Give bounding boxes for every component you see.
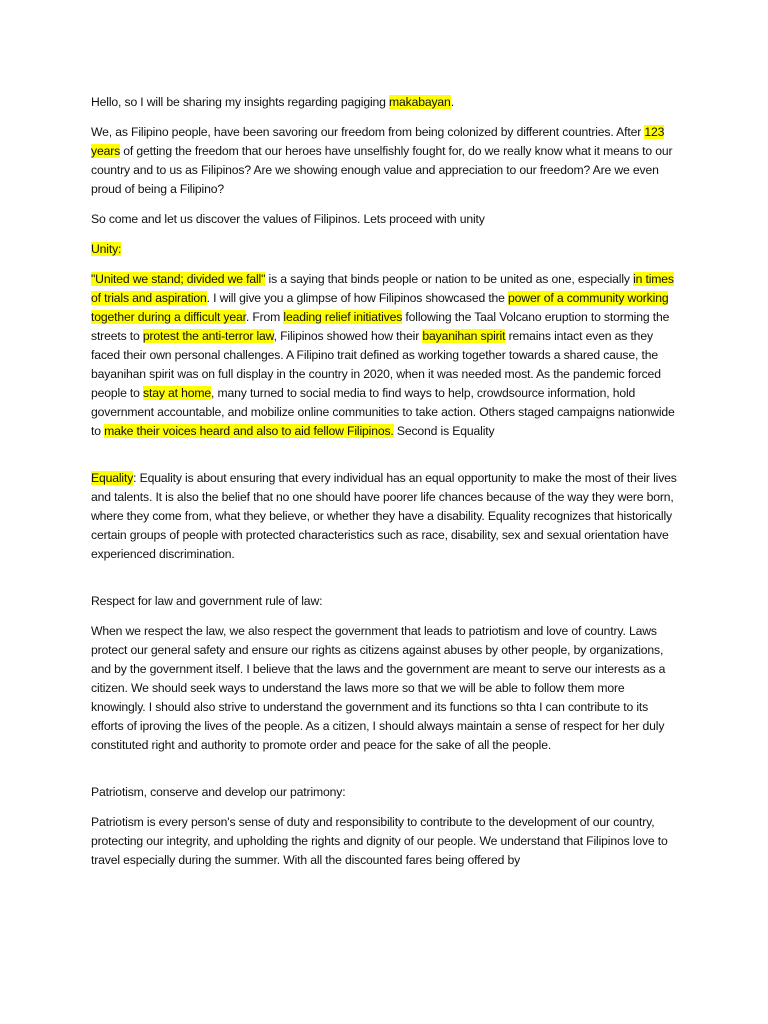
text-run: . xyxy=(450,95,454,109)
highlight-trials: in times of trials and aspiration xyxy=(91,272,674,305)
text-run: : Equality is about ensuring that every individual has an equal opportunity to make the most of their lives and talents. It is also the belief that no one should have poorer life chances because of the way they were born, where they come from, what they believe, or whether they have a disability. Equality recognizes that historically certain groups of people with protected characteristics such as race, disability, sex and sexual orientation have experienced discrimination. xyxy=(91,471,677,561)
text-run: . From xyxy=(245,310,284,324)
text-run: of getting the freedom that our heroes have unselfishly fought for, do we really know what it means to our country and to us as Filipinos? Are we showing enough value and appreciation to our freedom? Are we even proud of being a Filipino? xyxy=(91,144,673,196)
highlight-stay-at-home: stay at home xyxy=(143,386,212,400)
text-run: Patriotism, conserve and develop our patrimony: xyxy=(91,785,346,799)
text-run: following the Taal Volcano eruption to storming the streets to xyxy=(91,310,670,343)
paragraph-respect-law xyxy=(91,622,681,755)
highlight-makabayan: makabayan xyxy=(389,95,451,109)
paragraph-intro xyxy=(91,93,681,112)
highlight-united-we-stand: "United we stand; divided we fall" xyxy=(91,272,266,286)
text-run: , Filipinos showed how their xyxy=(273,329,423,343)
text-run: We, as Filipino people, have been savoring our freedom from being colonized by different countries. After xyxy=(91,125,645,139)
highlight-anti-terror-law: protest the anti-terror law xyxy=(142,329,274,343)
text-run: Patriotism is every person's sense of duty and responsibility to contribute to the development of our country, protecting our integrity, and upholding the rights and dignity of our people. We understand that Filipinos love to travel especially during the summer. With all the discounted fares being offered by xyxy=(91,815,668,867)
text-run: So come and let us discover the values of Filipinos. Lets proceed with unity xyxy=(91,212,485,226)
text-run: Second is Equality xyxy=(393,424,495,438)
highlight-voices-heard: make their voices heard and also to aid fellow Filipinos. xyxy=(104,424,394,438)
highlight-unity-heading: Unity: xyxy=(91,242,122,256)
text-run: remains intact even as they faced their own personal challenges. A Filipino trait defined as working together towards a shared cause, the bayanihan spirit was on full display in the country in 2020, when it was needed most. As the pandemic forced people to xyxy=(91,329,661,400)
text-run: When we respect the law, we also respect the government that leads to patriotism and love of country. Laws protect our general safety and ensure our rights as citizens against abuses by other people, by organizations, and by the government itself. I believe that the laws and the government are meant to serve our interests as a citizen. We should seek ways to understand the laws more so that we will be able to follow them more knowingly. I should also strive to understand the government and its functions so thta I can contribute to its efforts of iproving the lives of the people. As a citizen, I should always maintain a sense of respect for her duly constituted right and authority to promote order and peace for the sake of all the people. xyxy=(91,624,666,752)
paragraph-freedom xyxy=(91,123,681,199)
highlight-relief-initiatives: leading relief initiatives xyxy=(283,310,403,324)
highlight-power-of-community: power of a community working together during a difficult year xyxy=(91,291,669,324)
text-run: Hello, so I will be sharing my insights regarding pagiging xyxy=(91,95,390,109)
highlight-bayanihan-spirit: bayanihan spirit xyxy=(422,329,506,343)
text-run: . I will give you a glimpse of how Filipinos showcased the xyxy=(206,291,509,305)
highlight-123-years: 123 years xyxy=(91,125,665,158)
paragraph-equality xyxy=(91,469,681,564)
heading-patriotism xyxy=(91,783,681,802)
text-run: is a saying that binds people or nation to be united as one, especially xyxy=(265,272,634,286)
heading-unity xyxy=(91,240,681,259)
paragraph-patriotism xyxy=(91,813,681,870)
paragraph-unity xyxy=(91,270,681,441)
highlight-equality: Equality xyxy=(91,471,134,485)
text-run: , many turned to social media to find ways to help, crowdsource information, hold government accountable, and mobilize online communities to take action. Others staged campaigns nationwide to xyxy=(91,386,675,438)
document-body xyxy=(91,93,681,870)
paragraph-discover xyxy=(91,210,681,229)
heading-respect-law xyxy=(91,592,681,611)
text-run: Respect for law and government rule of law: xyxy=(91,594,323,608)
